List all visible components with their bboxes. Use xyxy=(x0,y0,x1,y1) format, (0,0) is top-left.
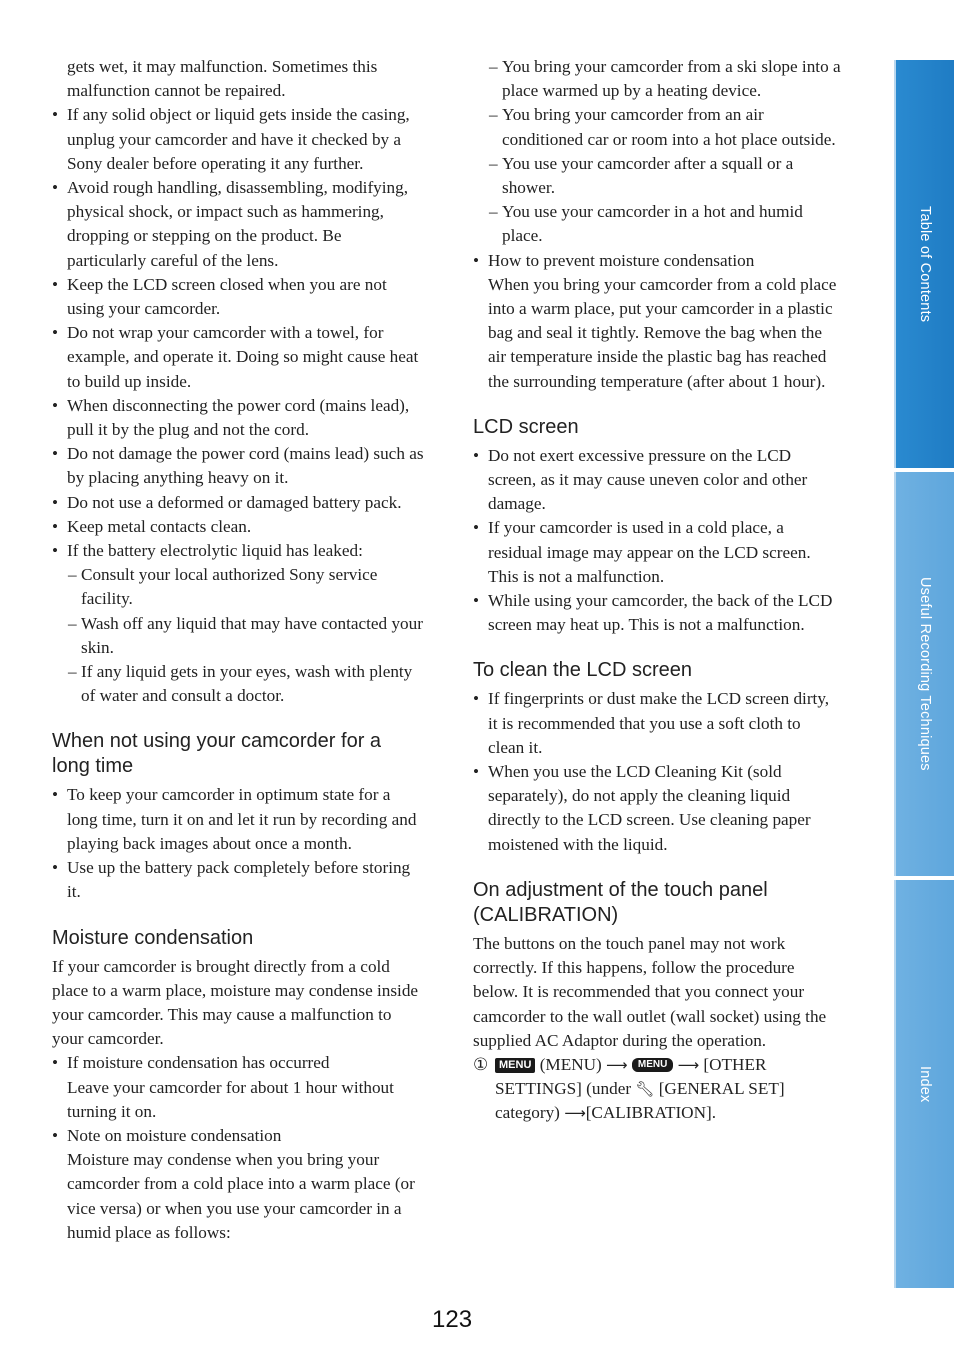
intro-continuation: gets wet, it may malfunction. Sometimes this malfunction cannot be repaired. xyxy=(67,57,378,101)
tab-label: Table of Contents xyxy=(917,205,933,323)
calibration-item-text: [CALIBRATION]. xyxy=(585,1103,717,1123)
list-item: • Keep metal contacts clean. xyxy=(52,515,424,539)
sub-list-item: – You use your camcorder after a squall or a shower. xyxy=(473,152,841,200)
other-settings-text: [OTHER SETTINGS] (under xyxy=(495,1054,767,1099)
moisture-intro: If your camcorder is brought directly from a cold place to a warm place, moisture may condense inside your camcorder. This may cause a malfunction to your camcorder. xyxy=(52,956,419,1049)
prevent-text: When you bring your camcorder from a cold place into a warm place, put your camcorder in a plastic bag and seal it tightly. Remove the bag when the air temperature inside the plastic bag has reached the surrounding temperature (after about 1 hour). xyxy=(488,274,837,391)
sub-list-item: – If any liquid gets in your eyes, wash with plenty of water and consult a doctor. xyxy=(52,660,424,708)
moisture-note-text: Moisture may condense when you bring your camcorder from a cold place into a warm place (or vice versa) or when you use your camcorder in a humid place as follows: xyxy=(67,1150,415,1242)
right-arrow-icon: ⟶ xyxy=(606,1055,628,1074)
list-item: • When you use the LCD Cleaning Kit (sold separately), do not apply the cleaning liquid directly to the LCD screen. Use cleaning paper moistened with the liquid. xyxy=(473,760,841,857)
right-arrow-icon: ⟶ xyxy=(564,1104,586,1123)
sub-list-item: – You use your camcorder in a hot and humid place. xyxy=(473,200,841,248)
moisture-occurred-title: • If moisture condensation has occurred xyxy=(52,1051,424,1075)
menu-icon: MENU xyxy=(632,1058,673,1072)
right-column xyxy=(473,55,841,1126)
list-item: • Do not exert excessive pressure on the LCD screen, as it may cause uneven color and other damage. xyxy=(473,444,841,517)
list-item: • While using your camcorder, the back of the LCD screen may heat up. This is not a malfunction. xyxy=(473,589,841,637)
list-item: • Do not use a deformed or damaged battery pack. xyxy=(52,491,424,515)
list-item: • Avoid rough handling, disassembling, modifying, physical shock, or impact such as hammering, dropping or stepping on the product. Be particularly careful of the lens. xyxy=(52,176,424,273)
page-number: 123 xyxy=(432,1306,473,1333)
sub-list-item: – Consult your local authorized Sony service facility. xyxy=(52,563,424,611)
calibration-heading: On adjustment of the touch panel (CALIBRATION) xyxy=(473,878,768,926)
menu-button-icon: MENU xyxy=(495,1058,535,1073)
sub-list-item: – Wash off any liquid that may have contacted your skin. xyxy=(52,612,424,660)
list-item: • If any solid object or liquid gets inside the casing, unplug your camcorder and have it checked by a Sony dealer before operating it any further. xyxy=(52,103,424,176)
right-arrow-icon: ⟶ xyxy=(677,1055,700,1074)
calibration-step xyxy=(473,1053,841,1126)
step-number: ① xyxy=(473,1054,489,1074)
sub-list-item: – You bring your camcorder from an air conditioned car or room into a hot place outside. xyxy=(473,103,841,151)
tab-useful-recording-techniques[interactable] xyxy=(894,472,954,876)
moisture-heading: Moisture condensation xyxy=(52,926,254,949)
list-item: • If fingerprints or dust make the LCD screen dirty, it is recommended that you use a soft cloth to clean it. xyxy=(473,687,841,760)
step-text xyxy=(495,1053,841,1126)
list-item: • Do not damage the power cord (mains lead) such as by placing anything heavy on it. xyxy=(52,442,424,490)
menu-text: (MENU) xyxy=(539,1054,602,1074)
long-time-heading: When not using your camcorder for a long time xyxy=(52,730,382,778)
list-item: • Use up the battery pack completely before storing it. xyxy=(52,856,424,904)
tab-table-of-contents[interactable] xyxy=(894,60,954,468)
list-item: • To keep your camcorder in optimum state for a long time, turn it on and let it run by recording and playing back images about once a month. xyxy=(52,783,424,856)
general-set-text: [GENERAL SET] category) xyxy=(495,1079,785,1123)
tab-label: Index xyxy=(917,1065,933,1103)
prevent-title: • How to prevent moisture condensation xyxy=(473,249,841,273)
lcd-heading: LCD screen xyxy=(473,415,579,438)
left-column xyxy=(52,55,424,1245)
list-item: • Keep the LCD screen closed when you are not using your camcorder. xyxy=(52,273,424,321)
list-item: • When disconnecting the power cord (mains lead), pull it by the plug and not the cord. xyxy=(52,394,424,442)
list-item: • Do not wrap your camcorder with a towel, for example, and operate it. Doing so might cause heat to build up inside. xyxy=(52,321,424,394)
sub-list-item: – You bring your camcorder from a ski slope into a place warmed up by a heating device. xyxy=(473,55,841,103)
clean-heading: To clean the LCD screen xyxy=(473,659,693,682)
moisture-note-title: • Note on moisture condensation xyxy=(52,1124,424,1148)
tab-index[interactable] xyxy=(894,880,954,1288)
moisture-occurred-text: Leave your camcorder for about 1 hour without turning it on. xyxy=(67,1077,394,1121)
list-item: • If your camcorder is used in a cold place, a residual image may appear on the LCD screen. This is not a malfunction. xyxy=(473,516,841,589)
wrench-tool-icon: 🔧︎ xyxy=(635,1080,655,1099)
list-item: • If the battery electrolytic liquid has leaked: xyxy=(52,539,424,563)
tab-label: Useful Recording Techniques xyxy=(917,577,933,771)
calibration-intro: The buttons on the touch panel may not work correctly. If this happens, follow the procedure below. It is recommended that you connect your camcorder to the wall outlet (wall socket) using the supplied AC Adaptor during the operation. xyxy=(473,933,827,1050)
